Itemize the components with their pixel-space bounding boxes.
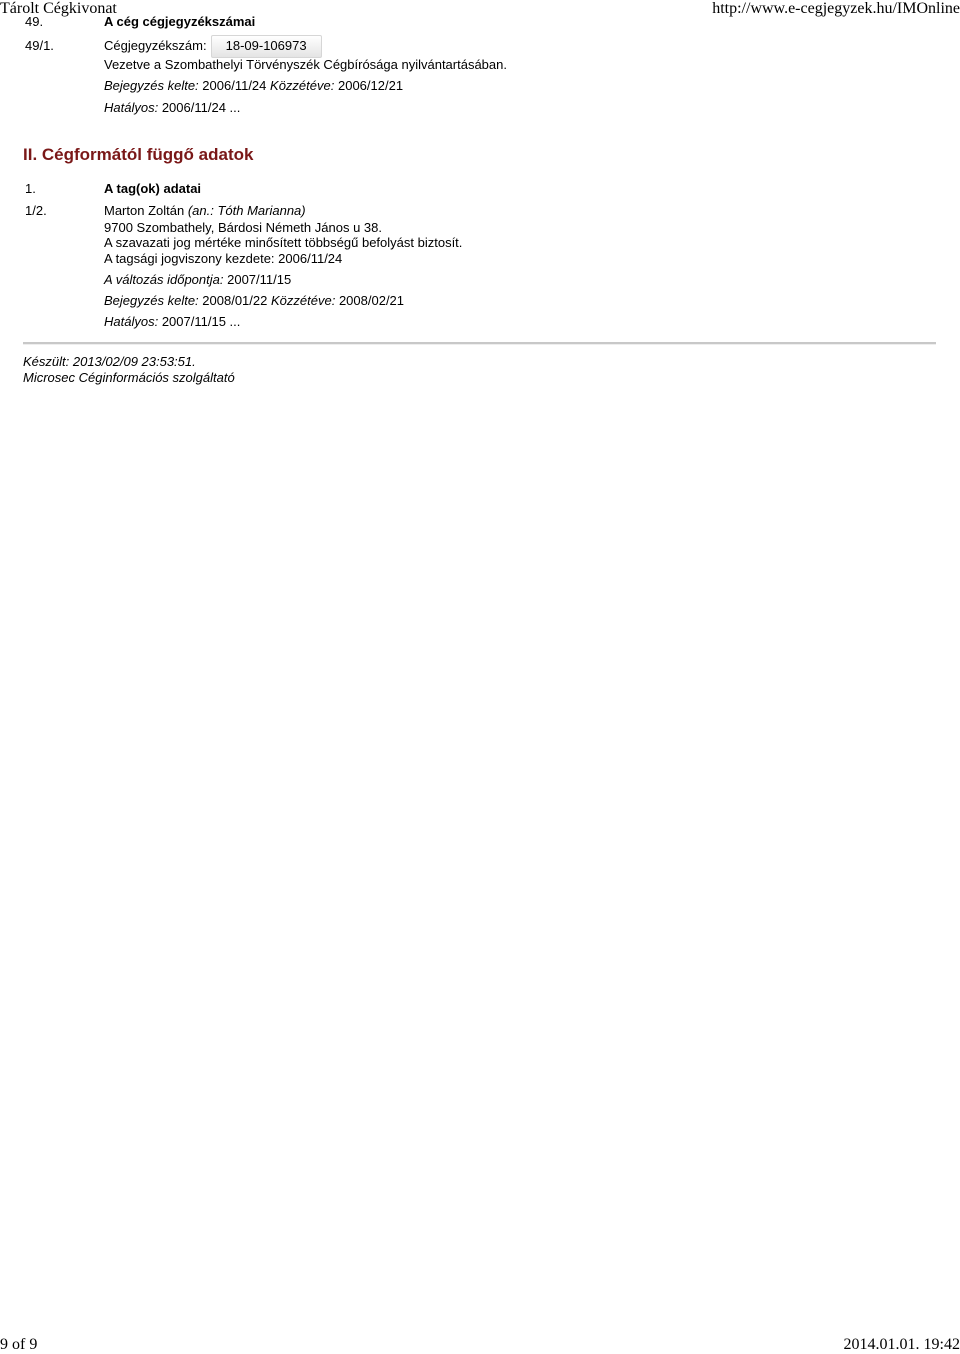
section-title: II. Cégformától függő adatok — [23, 145, 254, 164]
validity-value: 2006/11/24 ... — [161, 100, 241, 115]
publication-date-label: Közzétéve: — [271, 293, 336, 308]
voting-rights: A szavazati jog mértéke minősített többségű befolyást biztosít. — [104, 235, 463, 250]
validity-label: Hatályos: — [104, 100, 159, 115]
entry-date-label: Bejegyzés kelte: — [104, 78, 199, 93]
entry-1-2-number: 1/2. — [25, 203, 47, 218]
change-date-row — [104, 272, 291, 288]
entry-date-label: Bejegyzés kelte: — [104, 293, 199, 308]
validity-value: 2007/11/15 ... — [161, 314, 241, 329]
entry-49-validity — [104, 100, 240, 116]
print-footer-datetime: 2014.01.01. 19:42 — [843, 1336, 960, 1353]
print-header-title: Tárolt Cégkivonat — [0, 0, 117, 17]
generated-timestamp: Készült: 2013/02/09 23:53:51. — [23, 354, 196, 369]
provider-name: Microsec Céginformációs szolgáltató — [23, 370, 235, 385]
entry-49-number: 49. — [25, 14, 44, 29]
section-divider — [23, 342, 936, 345]
entry-49-title: A cég cégjegyzékszámai — [104, 14, 256, 29]
member-name: Marton Zoltán — [104, 203, 185, 218]
mother-name-prefix: (an.: — [187, 203, 214, 218]
change-date-value: 2007/11/15 — [227, 272, 292, 287]
publication-date-value: 2006/12/21 — [337, 78, 404, 93]
registration-row — [104, 35, 322, 58]
entry-1-number: 1. — [25, 181, 36, 196]
registration-label: Cégjegyzékszám: — [104, 38, 207, 53]
membership-start: A tagsági jogviszony kezdete: 2006/11/24 — [104, 251, 343, 266]
print-footer-page: 9 of 9 — [0, 1336, 38, 1353]
entry-49-dates — [104, 78, 403, 94]
entry-date-value: 2006/11/24 — [202, 78, 267, 93]
print-header-url: http://www.e-cegjegyzek.hu/IMOnline — [712, 0, 960, 17]
entry-49-1-number: 49/1. — [25, 38, 54, 53]
validity-label: Hatályos: — [104, 314, 159, 329]
entry-1-title: A tag(ok) adatai — [104, 181, 202, 196]
mother-name: Tóth Marianna) — [217, 203, 306, 218]
member-name-row — [104, 203, 306, 219]
entry-date-value: 2008/01/22 — [202, 293, 268, 308]
publication-date-label: Közzétéve: — [270, 78, 335, 93]
registration-number-box: 18-09-106973 — [211, 35, 322, 58]
member-address: 9700 Szombathely, Bárdosi Németh János u 38. — [104, 220, 382, 235]
publication-date-value: 2008/02/21 — [338, 293, 405, 308]
entry-1-dates — [104, 293, 404, 309]
entry-1-validity — [104, 314, 240, 330]
court-text: Vezetve a Szombathelyi Törvényszék Cégbírósága nyilvántartásában. — [104, 57, 507, 72]
change-date-label: A változás időpontja: — [104, 272, 224, 287]
